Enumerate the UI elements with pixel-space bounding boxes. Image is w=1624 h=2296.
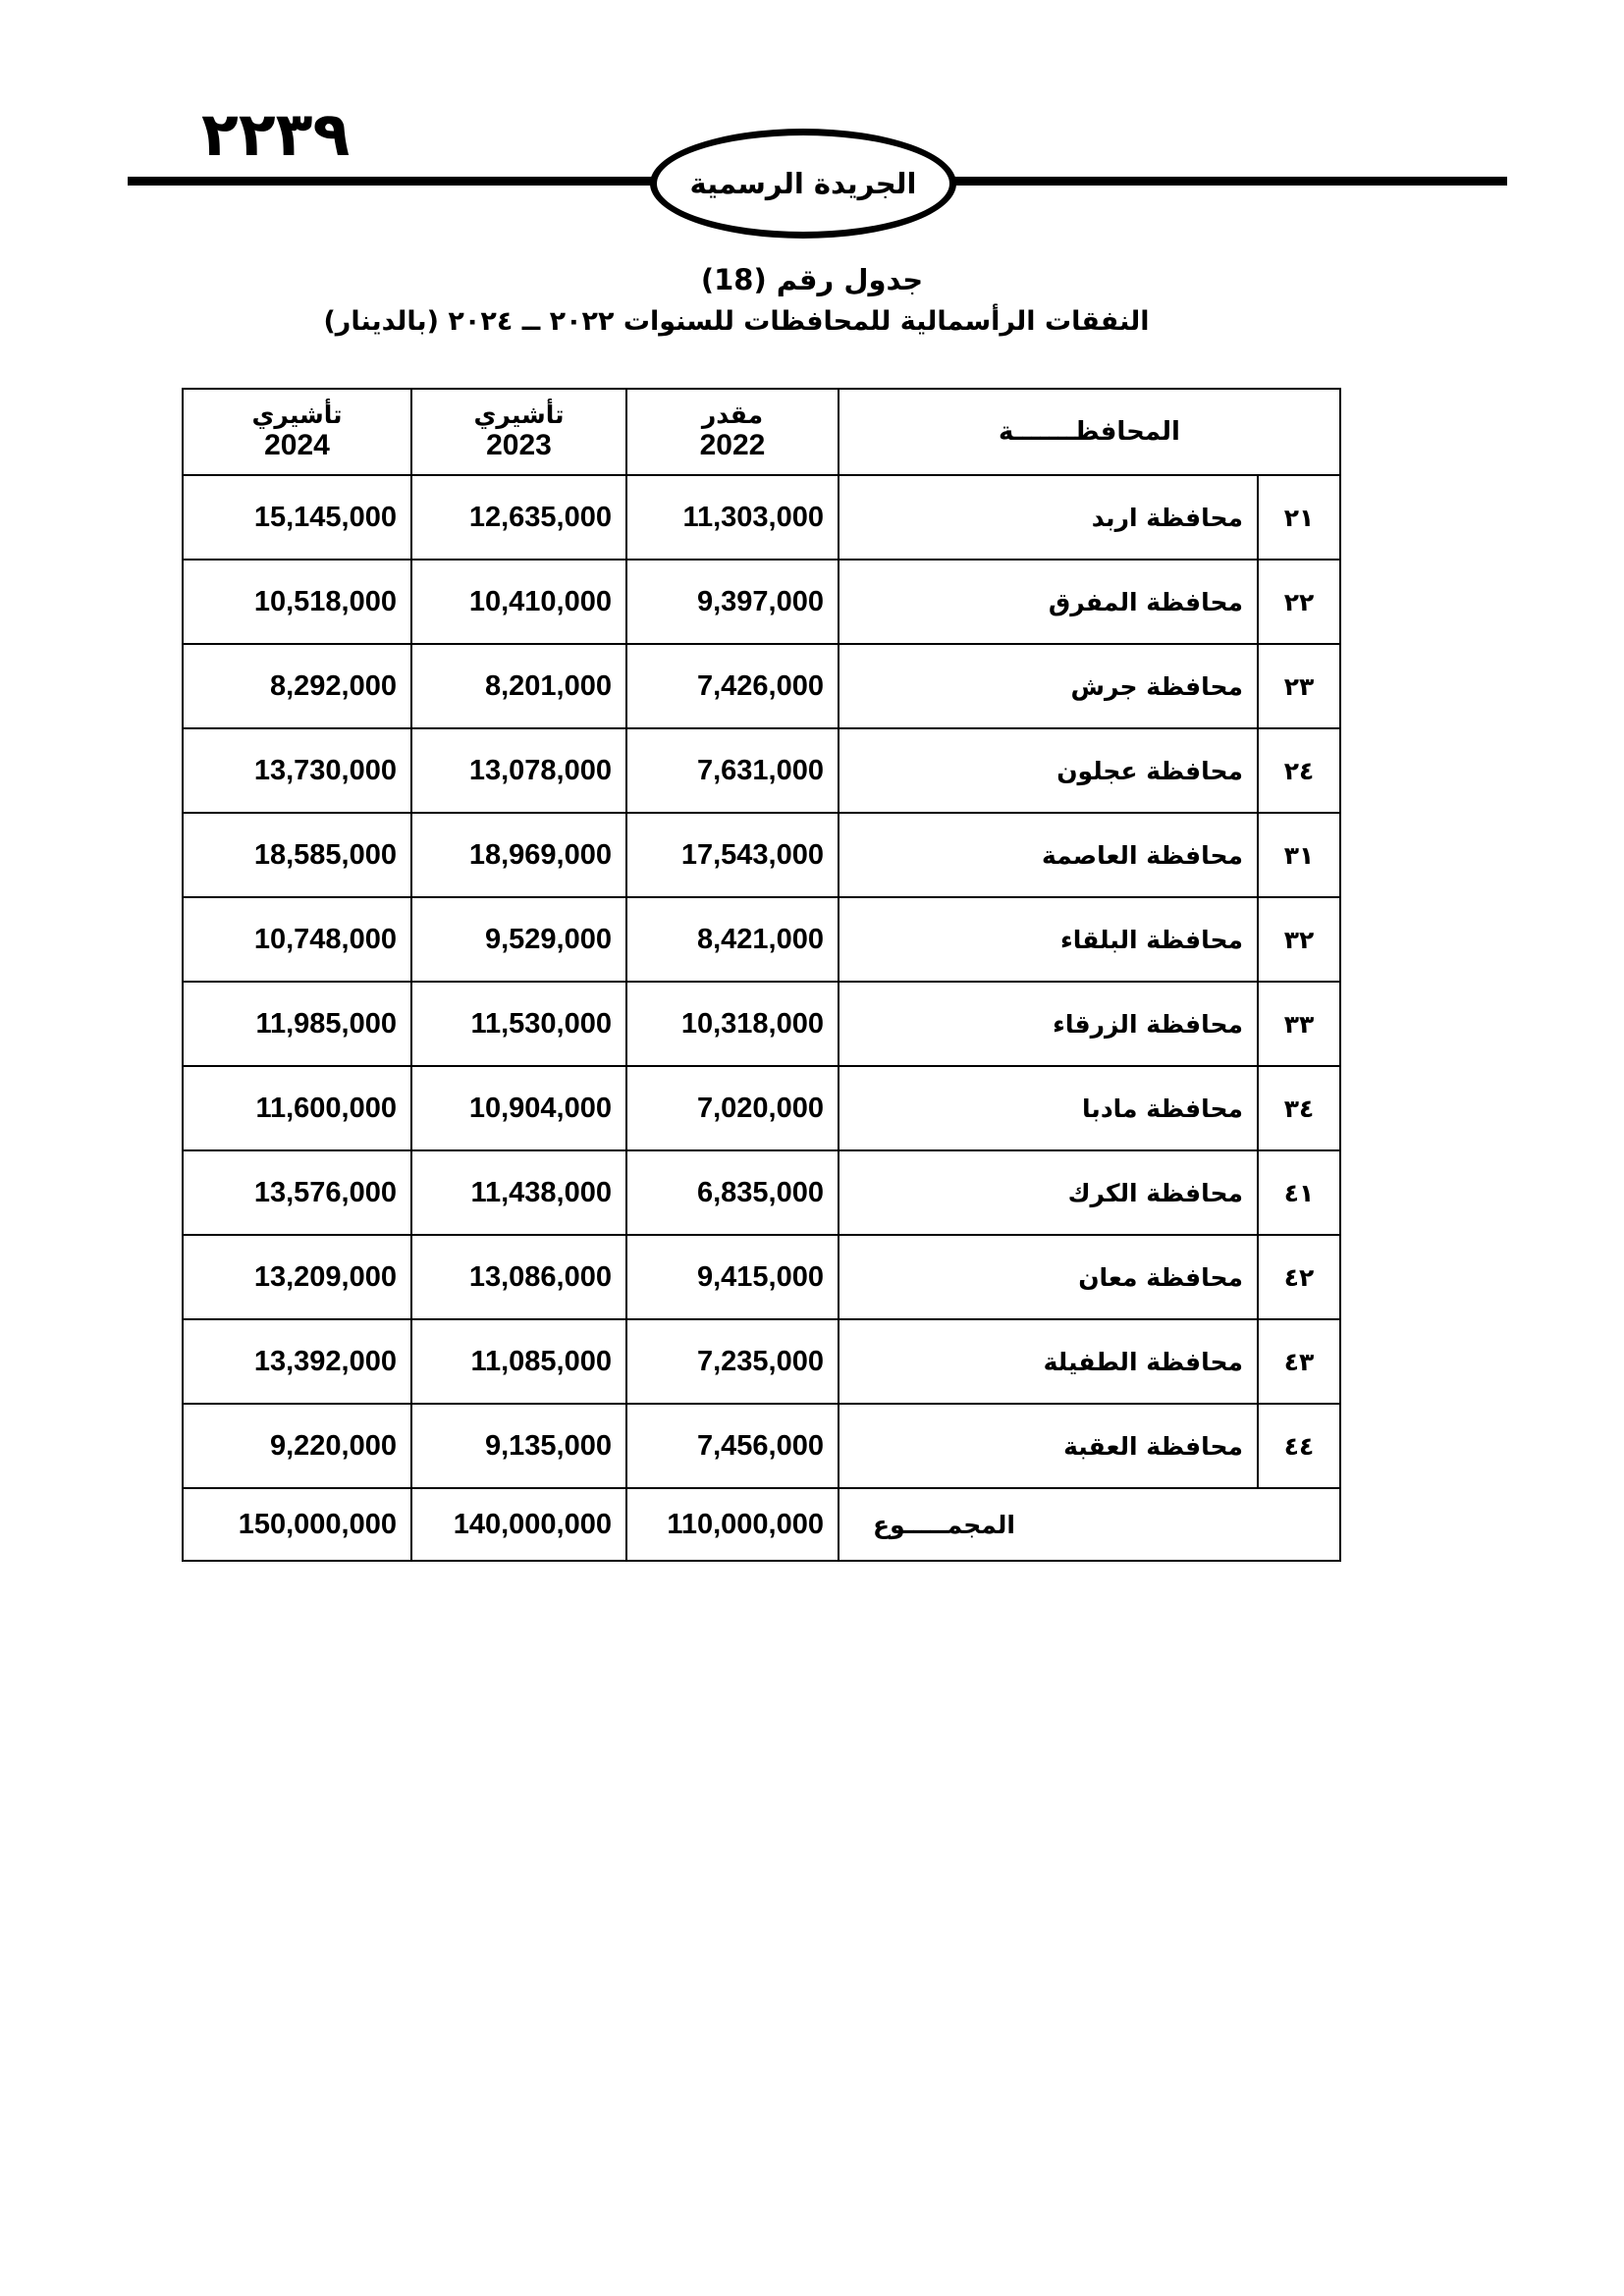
column-year-2023: 2023 bbox=[486, 428, 552, 461]
table-row bbox=[183, 1150, 1340, 1235]
column-label-2023: تأشيري bbox=[473, 400, 565, 430]
value-2022: 11,303,000 bbox=[626, 475, 839, 560]
table-title: جدول رقم (18) bbox=[700, 263, 924, 296]
governorate-name: محافظة عجلون bbox=[839, 728, 1258, 813]
value-2024: 11,985,000 bbox=[183, 982, 411, 1066]
governorate-name: محافظة العقبة bbox=[839, 1404, 1258, 1488]
value-2024: 11,600,000 bbox=[183, 1066, 411, 1150]
table-row bbox=[183, 728, 1340, 813]
governorate-code: ٢٣ bbox=[1258, 644, 1340, 728]
total-row bbox=[183, 1488, 1340, 1561]
governorate-code: ٤٣ bbox=[1258, 1319, 1340, 1404]
table-row bbox=[183, 1319, 1340, 1404]
value-2024: 13,730,000 bbox=[183, 728, 411, 813]
column-header-2023 bbox=[411, 389, 626, 475]
table-row bbox=[183, 982, 1340, 1066]
value-2023: 13,078,000 bbox=[411, 728, 626, 813]
value-2022: 8,421,000 bbox=[626, 897, 839, 982]
governorate-name: محافظة العاصمة bbox=[839, 813, 1258, 897]
value-2023: 11,085,000 bbox=[411, 1319, 626, 1404]
table-row bbox=[183, 1404, 1340, 1488]
column-year-2022: 2022 bbox=[699, 428, 766, 461]
column-label-2022: مقدر bbox=[701, 400, 764, 430]
value-2022: 9,397,000 bbox=[626, 560, 839, 644]
total-2023: 140,000,000 bbox=[411, 1488, 626, 1561]
governorate-name: محافظة جرش bbox=[839, 644, 1258, 728]
value-2023: 10,410,000 bbox=[411, 560, 626, 644]
total-2022: 110,000,000 bbox=[626, 1488, 839, 1561]
governorate-name: محافظة الزرقاء bbox=[839, 982, 1258, 1066]
gazette-name: الجريدة الرسمية bbox=[689, 167, 917, 200]
column-header-2022 bbox=[626, 389, 839, 475]
table-row bbox=[183, 1066, 1340, 1150]
column-year-2024: 2024 bbox=[264, 428, 330, 461]
governorate-code: ٣٣ bbox=[1258, 982, 1340, 1066]
governorate-code: ٤٢ bbox=[1258, 1235, 1340, 1319]
governorate-name: محافظة اربد bbox=[839, 475, 1258, 560]
value-2022: 10,318,000 bbox=[626, 982, 839, 1066]
column-label-2024: تأشيري bbox=[251, 400, 343, 430]
governorate-code: ٢١ bbox=[1258, 475, 1340, 560]
value-2022: 7,426,000 bbox=[626, 644, 839, 728]
value-2024: 15,145,000 bbox=[183, 475, 411, 560]
table-row bbox=[183, 560, 1340, 644]
table-row bbox=[183, 897, 1340, 982]
value-2023: 11,438,000 bbox=[411, 1150, 626, 1235]
page-number: ٢٢٣٩ bbox=[201, 98, 351, 170]
value-2024: 9,220,000 bbox=[183, 1404, 411, 1488]
value-2024: 10,748,000 bbox=[183, 897, 411, 982]
value-2023: 9,529,000 bbox=[411, 897, 626, 982]
table-row bbox=[183, 644, 1340, 728]
table-header-row bbox=[183, 389, 1340, 475]
governorate-code: ٢٢ bbox=[1258, 560, 1340, 644]
governorate-name: محافظة المفرق bbox=[839, 560, 1258, 644]
governorate-code: ٣٢ bbox=[1258, 897, 1340, 982]
value-2022: 7,631,000 bbox=[626, 728, 839, 813]
value-2023: 18,969,000 bbox=[411, 813, 626, 897]
governorate-code: ٣١ bbox=[1258, 813, 1340, 897]
value-2022: 7,020,000 bbox=[626, 1066, 839, 1150]
value-2023: 8,201,000 bbox=[411, 644, 626, 728]
value-2024: 13,209,000 bbox=[183, 1235, 411, 1319]
value-2022: 7,235,000 bbox=[626, 1319, 839, 1404]
value-2022: 6,835,000 bbox=[626, 1150, 839, 1235]
value-2024: 13,576,000 bbox=[183, 1150, 411, 1235]
governorate-name: محافظة البلقاء bbox=[839, 897, 1258, 982]
value-2023: 11,530,000 bbox=[411, 982, 626, 1066]
capital-expenditure-table bbox=[182, 388, 1341, 1562]
value-2022: 7,456,000 bbox=[626, 1404, 839, 1488]
total-2024: 150,000,000 bbox=[183, 1488, 411, 1561]
governorate-code: ٣٤ bbox=[1258, 1066, 1340, 1150]
value-2023: 12,635,000 bbox=[411, 475, 626, 560]
table-subtitle: النفقات الرأسمالية للمحافظات للسنوات ٢٠٢٢ ــ ٢٠٢٤ (بالدينار) bbox=[323, 306, 1150, 337]
table-row bbox=[183, 475, 1340, 560]
total-label: المجمـــــوع bbox=[839, 1488, 1340, 1561]
value-2024: 10,518,000 bbox=[183, 560, 411, 644]
table-row bbox=[183, 1235, 1340, 1319]
value-2024: 13,392,000 bbox=[183, 1319, 411, 1404]
value-2023: 10,904,000 bbox=[411, 1066, 626, 1150]
governorate-code: ٢٤ bbox=[1258, 728, 1340, 813]
value-2023: 13,086,000 bbox=[411, 1235, 626, 1319]
value-2023: 9,135,000 bbox=[411, 1404, 626, 1488]
column-header-2024 bbox=[183, 389, 411, 475]
value-2022: 17,543,000 bbox=[626, 813, 839, 897]
governorate-name: محافظة مادبا bbox=[839, 1066, 1258, 1150]
governorate-name: محافظة الطفيلة bbox=[839, 1319, 1258, 1404]
table-body bbox=[183, 475, 1340, 1561]
column-header-governorate: المحافظـــــــة bbox=[839, 389, 1340, 475]
value-2024: 18,585,000 bbox=[183, 813, 411, 897]
value-2022: 9,415,000 bbox=[626, 1235, 839, 1319]
governorate-code: ٤١ bbox=[1258, 1150, 1340, 1235]
governorate-code: ٤٤ bbox=[1258, 1404, 1340, 1488]
governorate-name: محافظة معان bbox=[839, 1235, 1258, 1319]
governorate-name: محافظة الكرك bbox=[839, 1150, 1258, 1235]
value-2024: 8,292,000 bbox=[183, 644, 411, 728]
table-row bbox=[183, 813, 1340, 897]
gazette-name-oval bbox=[650, 129, 956, 239]
